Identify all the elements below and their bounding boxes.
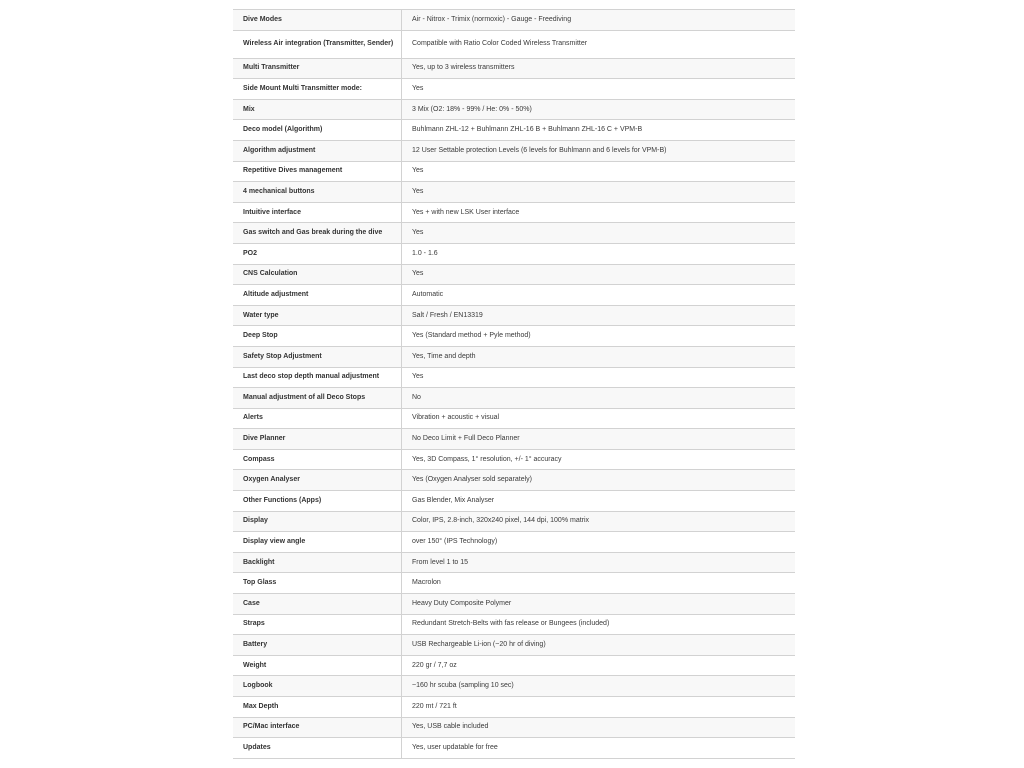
spec-label: Manual adjustment of all Deco Stops <box>233 388 402 409</box>
spec-value: Redundant Stretch-Belts with fas release or Bungees (included) <box>402 614 796 635</box>
spec-row <box>233 429 795 450</box>
spec-row <box>233 491 795 512</box>
spec-value: Yes, USB cable included <box>402 717 796 738</box>
spec-row <box>233 140 795 161</box>
spec-row <box>233 202 795 223</box>
spec-value: USB Rechargeable Li-ion (~20 hr of diving) <box>402 635 796 656</box>
spec-row <box>233 161 795 182</box>
spec-label: Backlight <box>233 552 402 573</box>
spec-value: Color, IPS, 2.8-inch, 320x240 pixel, 144 dpi, 100% matrix <box>402 511 796 532</box>
spec-row <box>233 676 795 697</box>
spec-label: CNS Calculation <box>233 264 402 285</box>
spec-row <box>233 655 795 676</box>
spec-value: Gas Blender, Mix Analyser <box>402 491 796 512</box>
spec-value: Compatible with Ratio Color Coded Wireless Transmitter <box>402 30 796 58</box>
spec-row <box>233 285 795 306</box>
spec-value: Macrolon <box>402 573 796 594</box>
spec-row <box>233 367 795 388</box>
spec-row <box>233 408 795 429</box>
spec-label: PC/Mac interface <box>233 717 402 738</box>
spec-label: Compass <box>233 449 402 470</box>
spec-row <box>233 614 795 635</box>
spec-row <box>233 470 795 491</box>
spec-label: Water type <box>233 305 402 326</box>
spec-value: ~160 hr scuba (sampling 10 sec) <box>402 676 796 697</box>
spec-value: Yes (Standard method + Pyle method) <box>402 326 796 347</box>
spec-value: Yes <box>402 161 796 182</box>
spec-row <box>233 594 795 615</box>
spec-label: Deco model (Algorithm) <box>233 120 402 141</box>
specifications-body <box>233 10 795 759</box>
spec-value: Yes <box>402 367 796 388</box>
spec-label: Multi Transmitter <box>233 58 402 79</box>
spec-label: Weight <box>233 655 402 676</box>
spec-label: Straps <box>233 614 402 635</box>
spec-label: Dive Planner <box>233 429 402 450</box>
spec-label: Logbook <box>233 676 402 697</box>
spec-value: Yes + with new LSK User interface <box>402 202 796 223</box>
spec-value: 1.0 - 1.6 <box>402 243 796 264</box>
spec-value: No <box>402 388 796 409</box>
spec-row <box>233 182 795 203</box>
spec-row <box>233 305 795 326</box>
spec-value: Salt / Fresh / EN13319 <box>402 305 796 326</box>
spec-label: Intuitive interface <box>233 202 402 223</box>
spec-row <box>233 532 795 553</box>
spec-value: Yes, user updatable for free <box>402 738 796 759</box>
spec-value: Yes <box>402 223 796 244</box>
spec-label: Safety Stop Adjustment <box>233 346 402 367</box>
spec-row <box>233 388 795 409</box>
spec-value: Yes, up to 3 wireless transmitters <box>402 58 796 79</box>
spec-label: Case <box>233 594 402 615</box>
spec-label: Wireless Air integration (Transmitter, Sender) <box>233 30 402 58</box>
spec-row <box>233 264 795 285</box>
spec-row <box>233 243 795 264</box>
spec-label: Updates <box>233 738 402 759</box>
spec-label: Side Mount Multi Transmitter mode: <box>233 79 402 100</box>
spec-value: Heavy Duty Composite Polymer <box>402 594 796 615</box>
specifications-table <box>233 9 795 759</box>
spec-row <box>233 573 795 594</box>
spec-value: 12 User Settable protection Levels (6 levels for Buhlmann and 6 levels for VPM-B) <box>402 140 796 161</box>
spec-label: Repetitive Dives management <box>233 161 402 182</box>
spec-value: 220 mt / 721 ft <box>402 697 796 718</box>
spec-value: Yes <box>402 264 796 285</box>
spec-row <box>233 449 795 470</box>
spec-label: Altitude adjustment <box>233 285 402 306</box>
spec-label: Top Glass <box>233 573 402 594</box>
spec-row <box>233 120 795 141</box>
spec-label: 4 mechanical buttons <box>233 182 402 203</box>
spec-value: 3 Mix (O2: 18% - 99% / He: 0% - 50%) <box>402 99 796 120</box>
spec-label: Display view angle <box>233 532 402 553</box>
spec-row <box>233 79 795 100</box>
spec-value: 220 gr / 7,7 oz <box>402 655 796 676</box>
spec-value: Yes, 3D Compass, 1° resolution, +/- 1° accuracy <box>402 449 796 470</box>
spec-label: Dive Modes <box>233 10 402 31</box>
spec-label: Gas switch and Gas break during the dive <box>233 223 402 244</box>
spec-row <box>233 697 795 718</box>
spec-label: Algorithm adjustment <box>233 140 402 161</box>
spec-label: Other Functions (Apps) <box>233 491 402 512</box>
spec-label: Display <box>233 511 402 532</box>
spec-row <box>233 552 795 573</box>
spec-row <box>233 346 795 367</box>
spec-label: Last deco stop depth manual adjustment <box>233 367 402 388</box>
spec-row <box>233 326 795 347</box>
spec-label: PO2 <box>233 243 402 264</box>
spec-row <box>233 738 795 759</box>
spec-value: Automatic <box>402 285 796 306</box>
spec-value: over 150° (IPS Technology) <box>402 532 796 553</box>
spec-value: Yes <box>402 79 796 100</box>
spec-row <box>233 30 795 58</box>
spec-value: From level 1 to 15 <box>402 552 796 573</box>
spec-row <box>233 635 795 656</box>
spec-value: Yes <box>402 182 796 203</box>
spec-row <box>233 717 795 738</box>
spec-label: Alerts <box>233 408 402 429</box>
spec-row <box>233 58 795 79</box>
spec-value: Buhlmann ZHL-12 + Buhlmann ZHL-16 B + Buhlmann ZHL-16 C + VPM-B <box>402 120 796 141</box>
spec-value: Air - Nitrox - Trimix (normoxic) - Gauge - Freediving <box>402 10 796 31</box>
spec-label: Mix <box>233 99 402 120</box>
spec-row <box>233 99 795 120</box>
spec-label: Deep Stop <box>233 326 402 347</box>
spec-value: Yes, Time and depth <box>402 346 796 367</box>
spec-row <box>233 223 795 244</box>
spec-value: No Deco Limit + Full Deco Planner <box>402 429 796 450</box>
spec-label: Oxygen Analyser <box>233 470 402 491</box>
spec-value: Vibration + acoustic + visual <box>402 408 796 429</box>
spec-row <box>233 10 795 31</box>
spec-label: Max Depth <box>233 697 402 718</box>
spec-value: Yes (Oxygen Analyser sold separately) <box>402 470 796 491</box>
spec-row <box>233 511 795 532</box>
spec-label: Battery <box>233 635 402 656</box>
